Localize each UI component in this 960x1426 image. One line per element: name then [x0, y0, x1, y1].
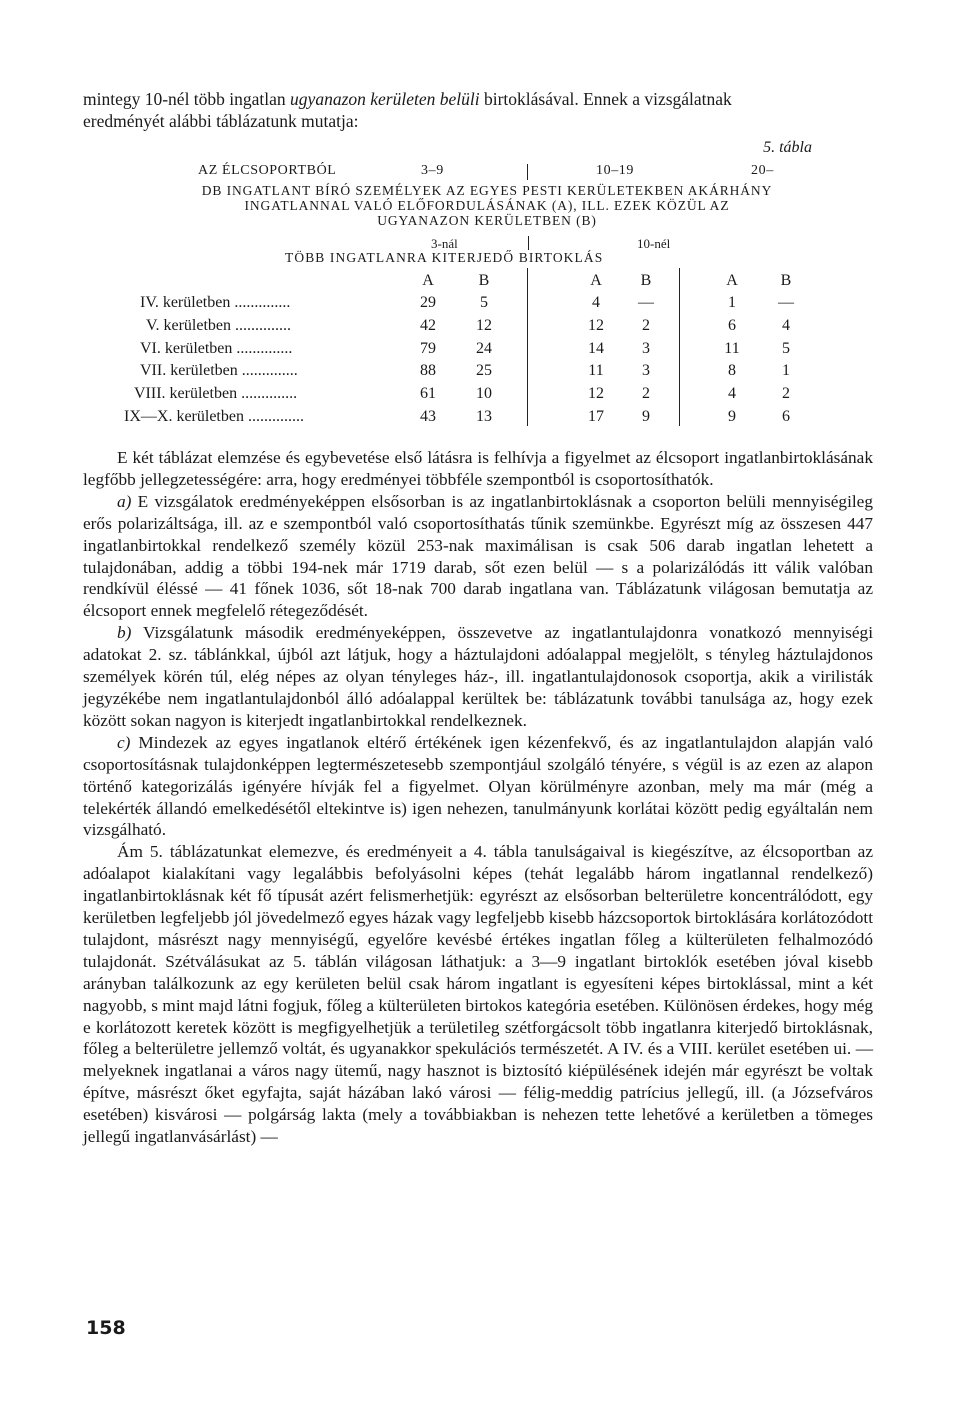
table-row-label: IV. kerületben ..............	[140, 294, 291, 311]
paragraph-text: Vizsgálatunk második eredményeképpen, összevetve az ingatlantulajdonra vonatkozó mennyiségi adatokat 2. sz. táblánkkal, újból azt látjuk, hogy a háztulajdoni adóalappal megjelölt, s tényleg háztulajdonos személyek körén túl, elég népes az olyan tényleges ház-, ill. ingatlantulajdonosok csoportja, akik a virilisták jegyzékébe nem ingatlantulajdonból álló adóalappal kerültek be: táblázatunk további tanulsága az, hogy ezek között sokan nagyon is kiterjedt ingatlanbirtokkal rendelkeznek.	[83, 623, 873, 730]
paragraph: E két táblázat elemzése és egybevetése első látásra is felhívja a figyelmet az élcsoport ingatlanbirtoklásának legfőbb jellegzetességére: arra, hogy eredményei többféle szempontból is csoportosíthatók.	[83, 448, 873, 489]
table-header-lead: AZ ÉLCSOPORTBÓL	[198, 163, 337, 178]
page-number: 158	[86, 1317, 126, 1339]
table-cell: 10	[476, 385, 492, 402]
table-header-line-4: UGYANAZON KERÜLETBEN (B)	[377, 213, 597, 228]
table-cell: 5	[480, 294, 488, 311]
table-cell: 11	[588, 362, 604, 379]
table-header-group-1: 3–9	[421, 163, 444, 178]
table-cell: —	[638, 294, 654, 311]
list-marker: c)	[117, 732, 131, 752]
table-cell: 4	[592, 294, 600, 311]
table-cell: 9	[728, 408, 736, 425]
intro-line-1	[83, 88, 873, 110]
table-cell: 14	[588, 340, 604, 357]
table-cell: 2	[642, 317, 650, 334]
intro-text: birtoklásával. Ennek a vizsgálatnak	[479, 89, 732, 109]
table-cell: 24	[476, 340, 492, 357]
intro-text: mintegy 10-nél több ingatlan	[83, 89, 291, 109]
table-header-line-6: TÖBB INGATLANRA KITERJEDŐ BIRTOKLÁS	[285, 250, 604, 265]
table-column-divider	[679, 268, 680, 426]
list-marker: a)	[117, 491, 132, 511]
table-cell: 88	[420, 362, 436, 379]
table-cell: 6	[728, 317, 736, 334]
table-cell: 5	[782, 340, 790, 357]
table-cell: 3	[642, 362, 650, 379]
table-row-label: V. kerületben ..............	[146, 317, 292, 334]
table-cell: 29	[420, 294, 436, 311]
table-header-line-3: INGATLANNAL VALÓ ELŐFORDULÁSÁNAK (A), ILL. EZEK KÖZÜL AZ	[244, 198, 730, 213]
table-cell: 1	[728, 294, 736, 311]
table-header-3nal: 3-nál	[431, 236, 458, 251]
table-cell: 3	[642, 340, 650, 357]
table-cell: 79	[420, 340, 436, 357]
table-header-10nel: 10-nél	[637, 236, 671, 251]
paragraph	[83, 622, 873, 732]
subcol-header: A	[726, 272, 738, 289]
table-column-divider	[527, 268, 528, 426]
subcol-header: B	[780, 272, 792, 289]
table-header-group-2: 10–19	[596, 163, 634, 178]
table-cell: 42	[420, 317, 436, 334]
table-cell: 17	[588, 408, 604, 425]
paragraph-text: Mindezek az egyes ingatlanok eltérő értékének igen kézenfekvő, és az ingatlantulajdon alapján való csoportosításnak tulajdonképpen legtermészetesebb szempontjául szolgáló tényére, s végül is az ezen az alapon történő kategorizálás igényére hívják fel a figyelmet. Olyan körülményre azonban, mely ma már (még a telekérték állandó emelkedésétől eltekintve is) igen nehezen, tanulmányunk korlátai között pedig egyáltalán nem vizsgálható.	[83, 732, 873, 840]
table-cell: 9	[642, 408, 650, 425]
table-header-divider	[527, 164, 528, 180]
body-text	[83, 447, 873, 1148]
table-cell: 12	[588, 317, 604, 334]
table-cell: 61	[420, 385, 436, 402]
subcol-header: B	[478, 272, 490, 289]
table-cell: 6	[782, 408, 790, 425]
table-header-divider	[528, 236, 529, 250]
table-cell: 12	[588, 385, 604, 402]
table-cell: 4	[728, 385, 736, 402]
table-row-label: IX—X. kerületben ..............	[124, 408, 304, 425]
subcol-header: A	[422, 272, 434, 289]
list-marker: b)	[117, 623, 132, 643]
table-cell: 25	[476, 362, 492, 379]
table-cell: —	[778, 294, 794, 311]
table-header-line-2: DB INGATLANT BÍRÓ SZEMÉLYEK AZ EGYES PESTI KERÜLETEKBEN AKÁRHÁNY	[201, 183, 773, 198]
table-cell: 12	[476, 317, 492, 334]
table-row-label: VIII. kerületben ..............	[134, 385, 298, 402]
subcol-header: B	[640, 272, 652, 289]
table-cell: 2	[782, 385, 790, 402]
table-cell: 43	[420, 408, 436, 425]
table-cell: 4	[782, 317, 790, 334]
paragraph	[83, 732, 873, 842]
paragraph-text: E vizsgálatok eredményeképpen elsősorban is az ingatlanbirtoklásnak a csoporton belüli mennyiségileg erős polarizáltsága, ill. az e szempontból való csoportosíthatás tűnik szemünkbe. Egyrészt míg az összesen 447 ingatlanbirtokkal rendelkező személy közül 253-nak maximálisan is csak 506 darab ingatlan lehetett a tulajdonában, addig a többi 194-nek már 1719 darab, sőt ezen belül — s a polarizálódás itt válik valóban rendkívül éléssé — 41 főnek 1036, sőt 18-nak 700 darab ingatlana van. Táblázatunk világosan bemutatja az élcsoport ennek megfelelő rétegeződését.	[83, 491, 873, 621]
table-row-label: VII. kerületben ..............	[140, 362, 298, 379]
table-label: 5. tábla	[763, 139, 812, 156]
paragraph: Ám 5. táblázatunkat elemezve, és eredményeit a 4. tábla tanulságaival is kiegészítve, az élcsoportban az adóalapot kialakítani vagy legalábbis befolyásolni képes (tehát legalább három ingatlannal rendelkező) ingatlanbirtoklásnak két fő típusát azért felismerhetjük: egyrészt az elsősorban belterületre koncentrálódott, egy kerületben legfeljebb jól jövedelmező egyes házak vagy legfeljebb kisebb házcsoportok birtoklására korlátozódott tulajdont, másrészt nagy mennyiségű, egyelőre kevésbé értékes ingatlan főleg a külterületen felhalmozódó tulajdonát. Szétválásukat az 5. táblán világosan láthatjuk: a 3—9 ingatlant birtoklók esetében jóval kisebb arányban találkozunk az egy kerületen belül csak három ingatlant is egyesíteni képes birtoklással, mint a két nagyobb, s mint majd látni fogjuk, főleg a külterületen birtokos kategória esetében. Különösen érdekes, hogy még e korlátozott keretek között is megfigyelhetjük a területileg szétforgácsolt több ingatlanra kiterjedő birtoklásnak, főleg a belterületre jellemző voltát, és ugyanakkor spekulációs természetét. A IV. és a VIII. kerület esetében ui. — melyeknek ingatlanai a város nagy ütemű, nagy hasznot is biztosító kiépülésének idején már egyrészt be voltak építve, másrészt őket egyfajta, saját házában lakó városi — félig-meddig patrícius jellegű, ill. (a Józsefváros esetében) kisvárosi — polgárság lakta (mely a továbbiakban is nehezen tette lehetővé a kerületben a tömeges jellegű ingatlanvásárlást) —	[83, 842, 873, 1147]
table-cell: 1	[782, 362, 790, 379]
table-row-label: VI. kerületben ..............	[140, 340, 293, 357]
intro-italic-text: ugyanazon kerületen belüli	[290, 89, 480, 109]
table-cell: 11	[724, 340, 740, 357]
intro-line-2: eredményét alábbi táblázatunk mutatja:	[83, 111, 359, 131]
table-header-group-3: 20–	[751, 163, 774, 178]
table-cell: 13	[476, 408, 492, 425]
table-cell: 2	[642, 385, 650, 402]
paragraph	[83, 491, 873, 622]
subcol-header: A	[590, 272, 602, 289]
table-cell: 8	[728, 362, 736, 379]
